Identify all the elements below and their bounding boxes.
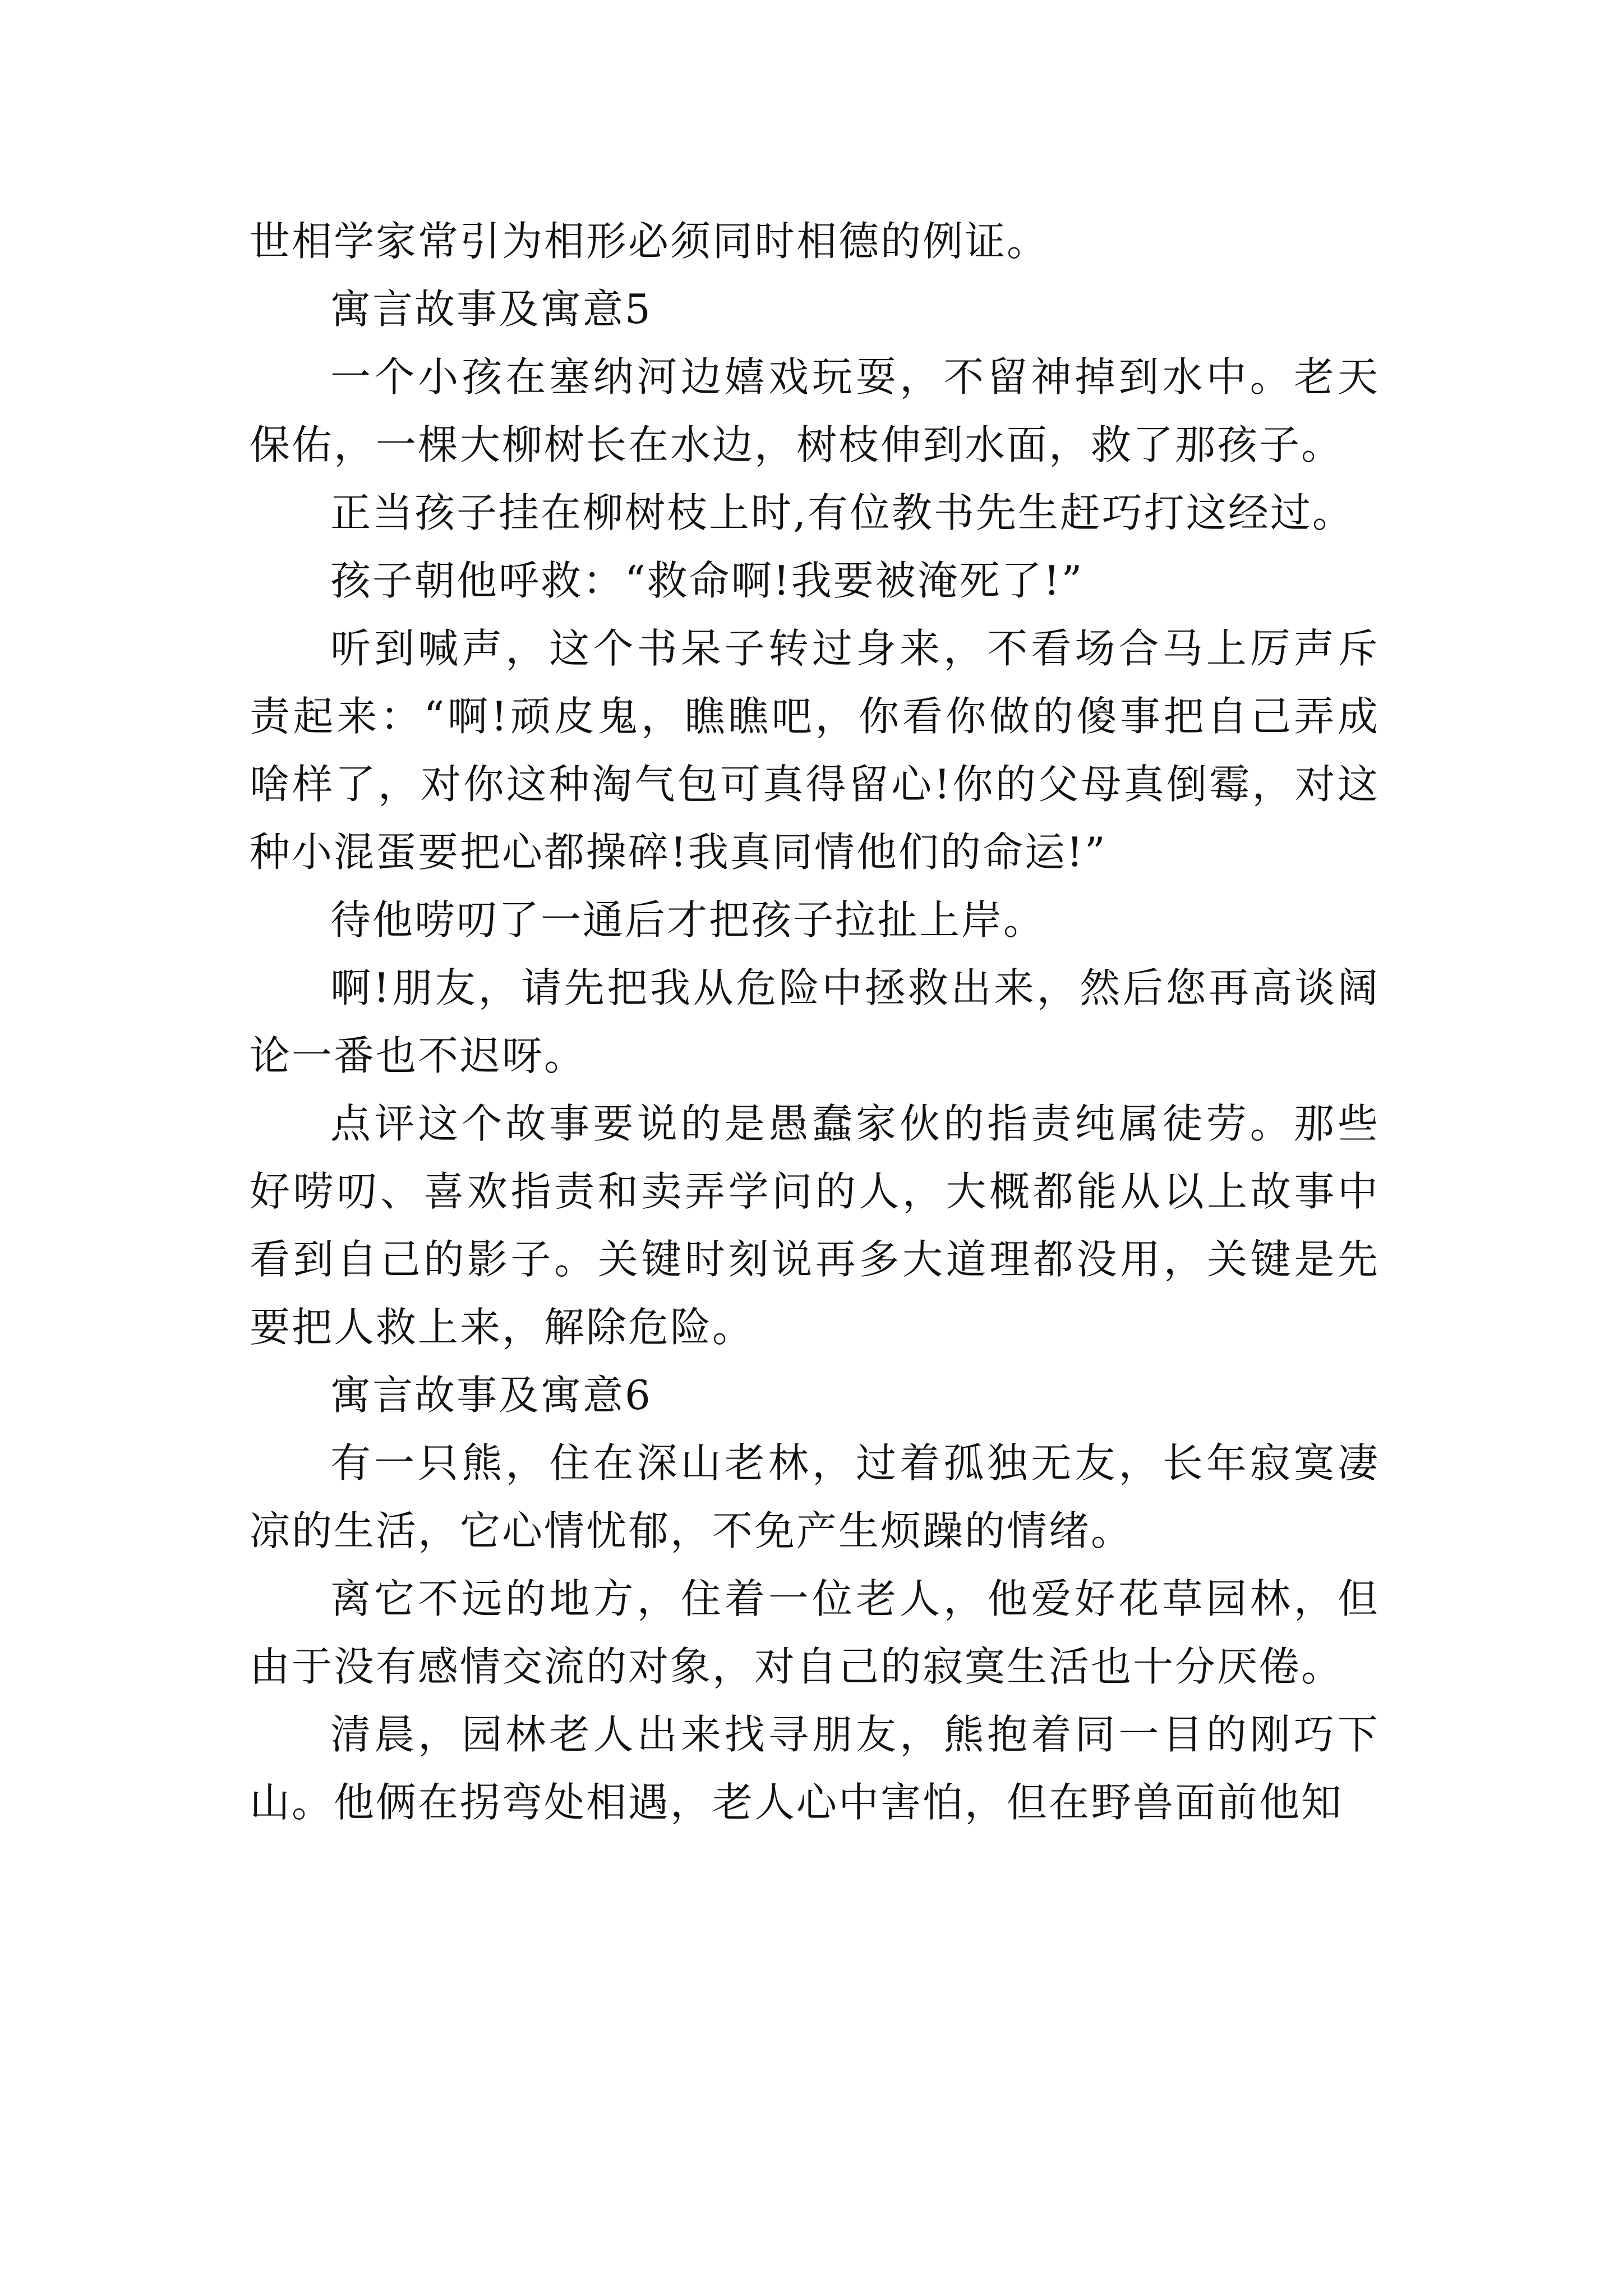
document-body (250, 208, 1380, 1837)
section-heading-5: 寓言故事及寓意5 (330, 286, 652, 333)
paragraph: 待他唠叨了一通后才把孩子拉扯上岸。 (330, 896, 1046, 944)
paragraph: 离它不远的地方，住着一位老人，他爱好花草园林，但由于没有感情交流的对象，对自己的寂寞生活也十分厌倦。 (250, 1575, 1380, 1690)
paragraph: 听到喊声，这个书呆子转过身来，不看场合马上厉声斥责起来：“啊!顽皮鬼，瞧瞧吧，你看你做的傻事把自己弄成啥样了，对你这种淘气包可真得留心!你的父母真倒霉，对这种小混蛋要把心都操碎!我真同情他们的命运!” (250, 625, 1380, 876)
paragraph-continuation: 世相学家常引为相形必须同时相德的例证。 (250, 218, 1049, 265)
paragraph: 有一只熊，住在深山老林，过着孤独无友，长年寂寞凄凉的生活，它心情忧郁，不免产生烦躁的情绪。 (250, 1439, 1380, 1554)
paragraph: 清晨，园林老人出来找寻朋友，熊抱着同一目的刚巧下山。他俩在拐弯处相遇，老人心中害怕，但在野兽面前他知 (250, 1711, 1380, 1826)
paragraph: 啊!朋友，请先把我从危险中拯救出来，然后您再高谈阔论一番也不迟呀。 (250, 964, 1380, 1079)
section-heading-6: 寓言故事及寓意6 (330, 1372, 652, 1419)
paragraph: 孩子朝他呼救：“救命啊!我要被淹死了!” (330, 557, 1084, 604)
paragraph: 一个小孩在塞纳河边嬉戏玩耍，不留神掉到水中。老天保佑，一棵大柳树长在水边，树枝伸到水面，救了那孩子。 (250, 353, 1380, 468)
paragraph: 正当孩子挂在柳树枝上时,有位教书先生赶巧打这经过。 (330, 489, 1354, 536)
paragraph-commentary: 点评这个故事要说的是愚蠢家伙的指责纯属徒劳。那些好唠叨、喜欢指责和卖弄学问的人，大概都能从以上故事中看到自己的影子。关键时刻说再多大道理都没用，关键是先要把人救上来，解除危险。 (250, 1100, 1380, 1351)
